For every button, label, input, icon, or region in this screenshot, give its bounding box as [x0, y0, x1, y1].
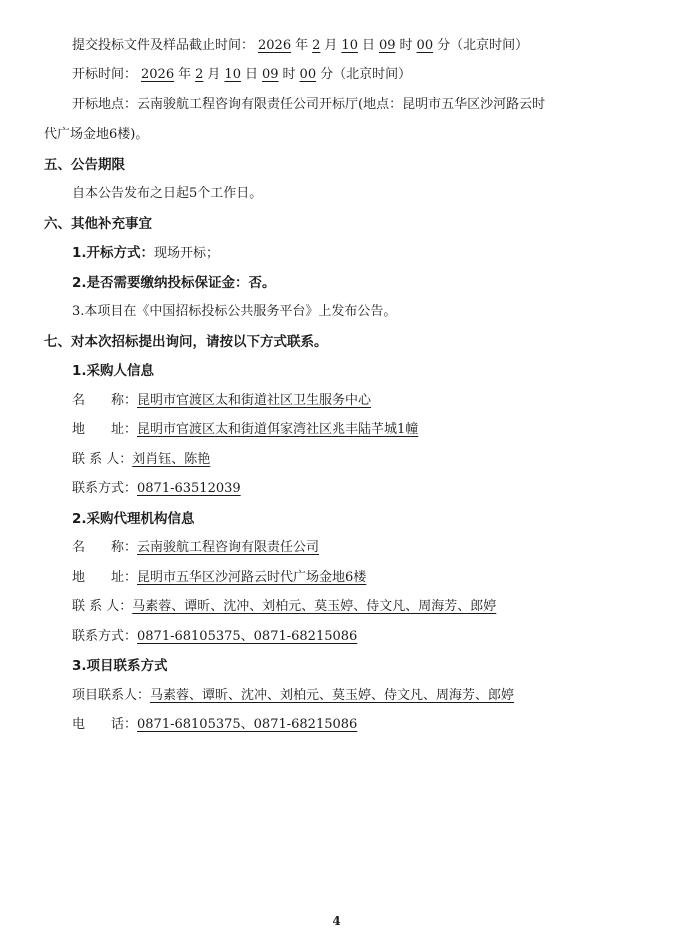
section6-item3: 3.本项目在《中国招标投标公共服务平台》上发布公告。	[72, 304, 397, 319]
opening-time-label: 开标时间：	[72, 67, 138, 82]
section5-body: 自本公告发布之日起5个工作日。	[72, 186, 263, 201]
deadline-year-unit: 年	[295, 38, 309, 53]
section6-item1-label: 1.开标方式：	[72, 245, 155, 261]
agency-phone: 0871-68105375、0871-68215086	[137, 629, 358, 644]
agency-addr-label: 地 址：	[72, 570, 138, 585]
project-heading: 3.项目联系方式	[72, 658, 168, 674]
purchaser-name-label: 名 称：	[72, 393, 138, 408]
agency-heading: 2.采购代理机构信息	[72, 511, 195, 527]
deadline-label: 提交投标文件及样品截止时间：	[72, 38, 255, 53]
deadline-hour-unit: 时	[399, 38, 413, 53]
agency-phone-label: 联系方式：	[72, 629, 138, 644]
opening-hour-unit: 时	[282, 67, 296, 82]
purchaser-heading: 1.采购人信息	[72, 363, 155, 379]
purchaser-addr-row	[0, 421, 665, 439]
opening-minute: 00	[299, 67, 317, 82]
agency-name: 云南骏航工程咨询有限责任公司	[137, 540, 320, 555]
agency-addr-row	[0, 569, 665, 587]
project-contact: 马素蓉、谭昕、沈冲、刘柏元、莫玉婷、侍文凡、周海芳、郎婷	[150, 688, 515, 703]
opening-day-unit: 日	[244, 67, 258, 82]
purchaser-phone-label: 联系方式：	[72, 481, 138, 496]
project-phone-row	[0, 716, 665, 734]
opening-time-line	[0, 66, 665, 84]
deadline-minute-unit: 分（北京时间）	[437, 38, 529, 53]
opening-month: 2	[195, 67, 204, 82]
project-contact-row	[0, 687, 665, 705]
agency-addr: 昆明市五华区沙河路云时代广场金地6楼	[137, 570, 367, 585]
project-phone-label: 电 话：	[72, 717, 138, 732]
deadline-day-unit: 日	[361, 38, 375, 53]
deadline-month-unit: 月	[324, 38, 338, 53]
deadline-year: 2026	[258, 38, 292, 53]
agency-contact: 马素蓉、谭昕、沈冲、刘柏元、莫玉婷、侍文凡、周海芳、郎婷	[132, 599, 497, 614]
purchaser-contact: 刘肖钰、陈艳	[132, 452, 211, 467]
opening-year-unit: 年	[178, 67, 192, 82]
deadline-month: 2	[312, 38, 321, 53]
deadline-day: 10	[341, 38, 358, 53]
purchaser-addr-label: 地 址：	[72, 422, 138, 437]
project-phone: 0871-68105375、0871-68215086	[137, 717, 358, 732]
agency-name-row	[0, 539, 665, 557]
opening-minute-unit: 分（北京时间）	[320, 67, 412, 82]
opening-year: 2026	[141, 67, 175, 82]
section6-heading: 六、其他补充事宜	[44, 216, 152, 232]
purchaser-name-row	[0, 392, 665, 410]
page-number: 4	[332, 914, 341, 928]
opening-hour: 09	[261, 67, 279, 82]
opening-place-line2: 代广场金地6楼)。	[44, 127, 149, 142]
purchaser-phone-row	[0, 480, 665, 498]
purchaser-name: 昆明市官渡区太和街道社区卫生服务中心	[137, 393, 372, 408]
agency-name-label: 名 称：	[72, 540, 138, 555]
purchaser-addr: 昆明市官渡区太和街道佴家湾社区兆丰陆芊城1幢	[137, 422, 419, 437]
deadline-minute: 00	[416, 38, 434, 53]
opening-month-unit: 月	[207, 67, 221, 82]
section6-item1-value: 现场开标；	[154, 246, 220, 261]
section5-heading: 五、公告期限	[44, 157, 125, 173]
deadline-hour: 09	[378, 38, 396, 53]
opening-day: 10	[224, 67, 241, 82]
purchaser-contact-row	[0, 451, 665, 469]
purchaser-contact-label: 联 系 人：	[72, 452, 133, 467]
section6-item1	[0, 244, 665, 263]
opening-place-line1: 开标地点：云南骏航工程咨询有限责任公司开标厅(地点：昆明市五华区沙河路云时	[72, 97, 546, 112]
agency-contact-label: 联 系 人：	[72, 599, 133, 614]
deadline-line	[0, 37, 665, 55]
section7-heading: 七、对本次招标提出询问，请按以下方式联系。	[44, 334, 328, 350]
project-contact-label: 项目联系人：	[72, 688, 151, 703]
agency-contact-row	[0, 598, 665, 616]
agency-phone-row	[0, 628, 665, 646]
section6-item2: 2.是否需要缴纳投标保证金：否。	[72, 275, 276, 291]
purchaser-phone: 0871-63512039	[137, 481, 241, 496]
